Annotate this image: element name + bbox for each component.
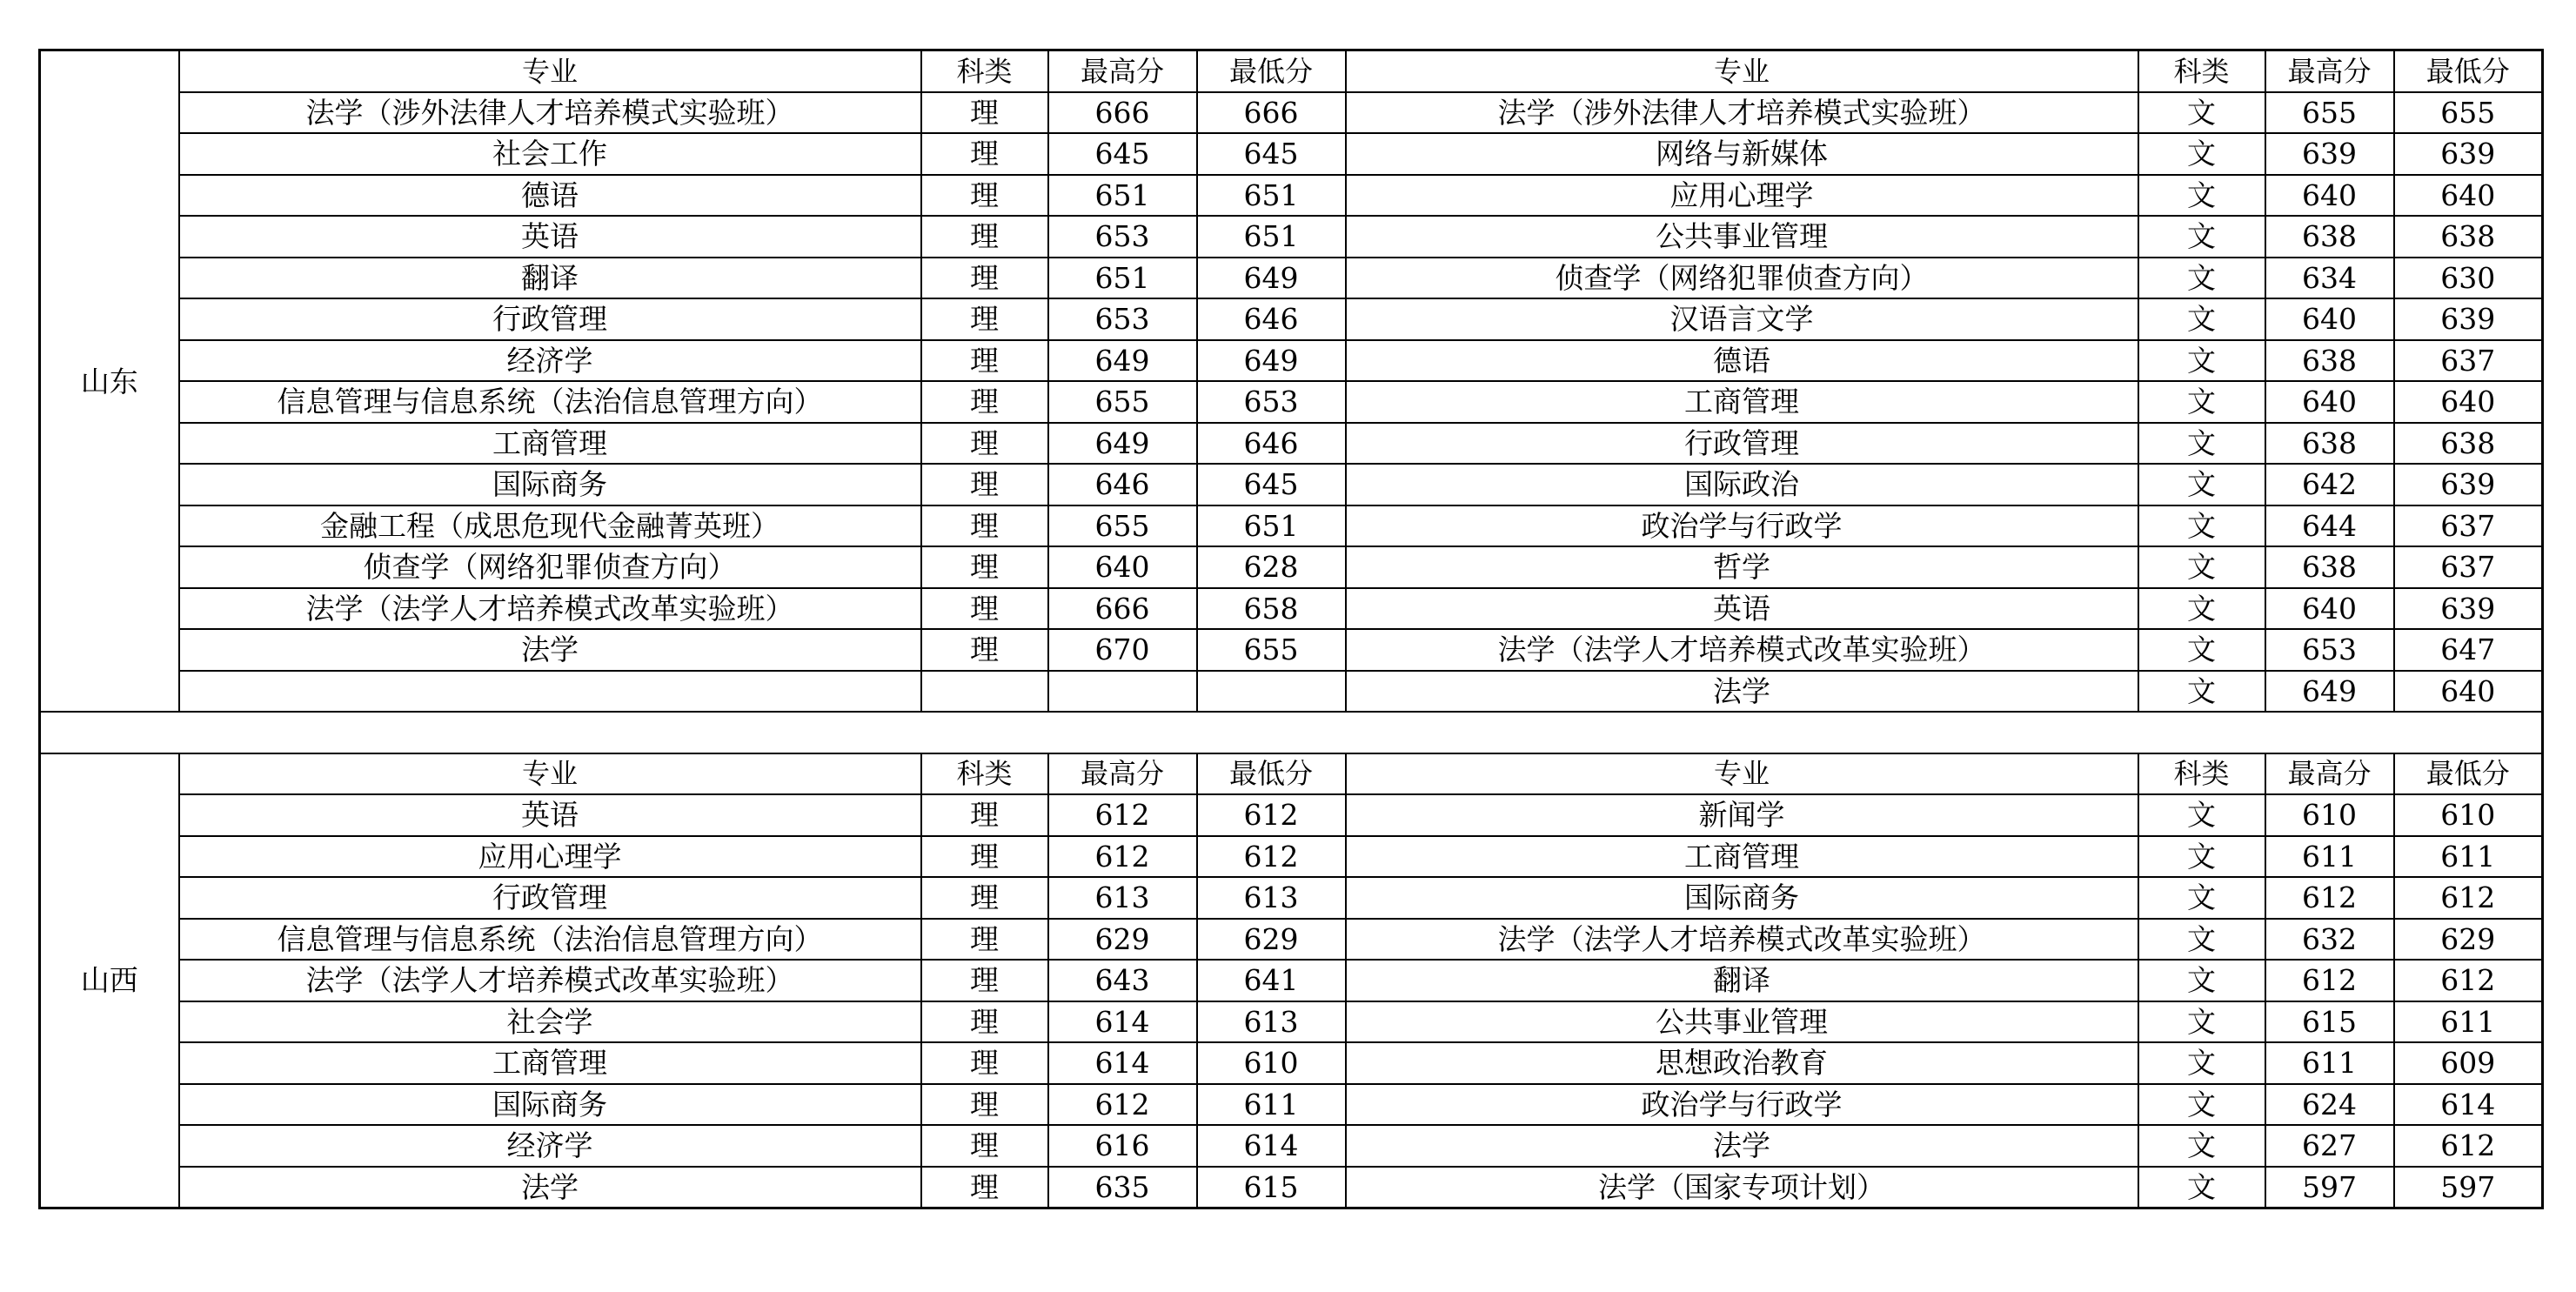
min-score-cell: 637 bbox=[2394, 340, 2543, 382]
category-cell: 理 bbox=[921, 464, 1048, 505]
category-cell: 文 bbox=[2138, 133, 2265, 175]
max-score-cell: 649 bbox=[1048, 423, 1197, 465]
major-cell: 金融工程（成思危现代金融菁英班） bbox=[179, 505, 921, 547]
table-row bbox=[40, 423, 2543, 465]
category-cell: 理 bbox=[921, 1001, 1048, 1043]
major-cell: 政治学与行政学 bbox=[1346, 1084, 2138, 1126]
min-score-cell: 651 bbox=[1197, 505, 1346, 547]
min-score-cell: 639 bbox=[2394, 133, 2543, 175]
major-cell: 法学 bbox=[1346, 671, 2138, 713]
category-cell: 理 bbox=[921, 546, 1048, 588]
major-cell: 德语 bbox=[1346, 340, 2138, 382]
major-cell: 信息管理与信息系统（法治信息管理方向） bbox=[179, 919, 921, 961]
column-header-category: 科类 bbox=[2138, 753, 2265, 795]
major-cell: 法学（法学人才培养模式改革实验班） bbox=[1346, 919, 2138, 961]
table-row bbox=[40, 381, 2543, 423]
column-header-max-score: 最高分 bbox=[2265, 753, 2394, 795]
column-header-category: 科类 bbox=[921, 50, 1048, 92]
min-score-cell: 612 bbox=[1197, 836, 1346, 878]
min-score-cell: 613 bbox=[1197, 877, 1346, 919]
max-score-cell: 653 bbox=[2265, 629, 2394, 671]
major-cell: 汉语言文学 bbox=[1346, 298, 2138, 340]
min-score-cell: 597 bbox=[2394, 1167, 2543, 1208]
category-cell: 理 bbox=[921, 298, 1048, 340]
header-row bbox=[40, 753, 2543, 795]
min-score-cell: 651 bbox=[1197, 216, 1346, 258]
min-score-cell: 615 bbox=[1197, 1167, 1346, 1208]
category-cell: 理 bbox=[921, 381, 1048, 423]
table-row bbox=[40, 960, 2543, 1001]
major-cell: 英语 bbox=[179, 216, 921, 258]
table-row bbox=[40, 133, 2543, 175]
max-score-cell: 638 bbox=[2265, 423, 2394, 465]
min-score-cell: 649 bbox=[1197, 258, 1346, 299]
max-score-cell: 634 bbox=[2265, 258, 2394, 299]
max-score-cell: 640 bbox=[1048, 546, 1197, 588]
table-row bbox=[40, 836, 2543, 878]
category-cell: 文 bbox=[2138, 1167, 2265, 1208]
category-cell: 文 bbox=[2138, 423, 2265, 465]
category-cell: 文 bbox=[2138, 175, 2265, 217]
major-cell: 网络与新媒体 bbox=[1346, 133, 2138, 175]
admission-score-table bbox=[38, 49, 2544, 1209]
column-header-major: 专业 bbox=[1346, 50, 2138, 92]
category-cell: 文 bbox=[2138, 381, 2265, 423]
max-score-cell: 624 bbox=[2265, 1084, 2394, 1126]
table-row bbox=[40, 546, 2543, 588]
min-score-cell: 641 bbox=[1197, 960, 1346, 1001]
category-cell: 文 bbox=[2138, 1001, 2265, 1043]
major-cell: 公共事业管理 bbox=[1346, 1001, 2138, 1043]
max-score-cell: 649 bbox=[1048, 340, 1197, 382]
category-cell: 文 bbox=[2138, 216, 2265, 258]
min-score-cell: 649 bbox=[1197, 340, 1346, 382]
max-score-cell: 643 bbox=[1048, 960, 1197, 1001]
major-cell bbox=[179, 671, 921, 713]
min-score-cell: 658 bbox=[1197, 588, 1346, 630]
min-score-cell: 655 bbox=[1197, 629, 1346, 671]
min-score-cell: 611 bbox=[1197, 1084, 1346, 1126]
major-cell: 工商管理 bbox=[1346, 836, 2138, 878]
spacer-cell bbox=[40, 712, 2543, 753]
major-cell: 国际商务 bbox=[1346, 877, 2138, 919]
category-cell: 理 bbox=[921, 216, 1048, 258]
province-cell: 山东 bbox=[40, 50, 179, 713]
category-cell: 理 bbox=[921, 92, 1048, 134]
table-row bbox=[40, 919, 2543, 961]
min-score-cell: 630 bbox=[2394, 258, 2543, 299]
major-cell: 法学 bbox=[1346, 1125, 2138, 1167]
column-header-max-score: 最高分 bbox=[2265, 50, 2394, 92]
max-score-cell: 638 bbox=[2265, 216, 2394, 258]
header-row bbox=[40, 50, 2543, 92]
category-cell: 文 bbox=[2138, 1084, 2265, 1126]
table-row bbox=[40, 1001, 2543, 1043]
max-score-cell: 655 bbox=[1048, 381, 1197, 423]
major-cell: 信息管理与信息系统（法治信息管理方向） bbox=[179, 381, 921, 423]
max-score-cell: 629 bbox=[1048, 919, 1197, 961]
category-cell: 理 bbox=[921, 629, 1048, 671]
max-score-cell: 666 bbox=[1048, 92, 1197, 134]
table-row bbox=[40, 588, 2543, 630]
category-cell: 文 bbox=[2138, 671, 2265, 713]
min-score-cell: 638 bbox=[2394, 423, 2543, 465]
major-cell: 经济学 bbox=[179, 340, 921, 382]
major-cell: 应用心理学 bbox=[1346, 175, 2138, 217]
table-row bbox=[40, 258, 2543, 299]
max-score-cell: 635 bbox=[1048, 1167, 1197, 1208]
min-score-cell: 610 bbox=[2394, 794, 2543, 836]
table-row bbox=[40, 877, 2543, 919]
max-score-cell: 644 bbox=[2265, 505, 2394, 547]
major-cell: 英语 bbox=[1346, 588, 2138, 630]
category-cell: 文 bbox=[2138, 877, 2265, 919]
min-score-cell: 610 bbox=[1197, 1042, 1346, 1084]
max-score-cell: 640 bbox=[2265, 588, 2394, 630]
table-row bbox=[40, 92, 2543, 134]
category-cell: 理 bbox=[921, 505, 1048, 547]
column-header-max-score: 最高分 bbox=[1048, 753, 1197, 795]
min-score-cell: 614 bbox=[1197, 1125, 1346, 1167]
major-cell: 经济学 bbox=[179, 1125, 921, 1167]
min-score-cell bbox=[1197, 671, 1346, 713]
major-cell: 社会工作 bbox=[179, 133, 921, 175]
max-score-cell: 612 bbox=[1048, 836, 1197, 878]
major-cell: 法学（涉外法律人才培养模式实验班） bbox=[1346, 92, 2138, 134]
min-score-cell: 637 bbox=[2394, 546, 2543, 588]
major-cell: 法学 bbox=[179, 1167, 921, 1208]
min-score-cell: 611 bbox=[2394, 836, 2543, 878]
category-cell: 文 bbox=[2138, 588, 2265, 630]
table-body bbox=[40, 50, 2543, 1208]
major-cell: 法学（法学人才培养模式改革实验班） bbox=[1346, 629, 2138, 671]
major-cell: 行政管理 bbox=[179, 298, 921, 340]
table-row bbox=[40, 671, 2543, 713]
major-cell: 应用心理学 bbox=[179, 836, 921, 878]
max-score-cell: 612 bbox=[2265, 960, 2394, 1001]
major-cell: 翻译 bbox=[1346, 960, 2138, 1001]
major-cell: 哲学 bbox=[1346, 546, 2138, 588]
max-score-cell: 614 bbox=[1048, 1001, 1197, 1043]
major-cell: 思想政治教育 bbox=[1346, 1042, 2138, 1084]
table-row bbox=[40, 505, 2543, 547]
category-cell: 文 bbox=[2138, 794, 2265, 836]
table-row bbox=[40, 1125, 2543, 1167]
category-cell: 文 bbox=[2138, 546, 2265, 588]
category-cell: 文 bbox=[2138, 298, 2265, 340]
category-cell: 文 bbox=[2138, 919, 2265, 961]
category-cell: 理 bbox=[921, 340, 1048, 382]
table-row bbox=[40, 1084, 2543, 1126]
major-cell: 英语 bbox=[179, 794, 921, 836]
category-cell: 理 bbox=[921, 423, 1048, 465]
max-score-cell: 651 bbox=[1048, 175, 1197, 217]
min-score-cell: 645 bbox=[1197, 464, 1346, 505]
category-cell: 理 bbox=[921, 919, 1048, 961]
major-cell: 国际商务 bbox=[179, 464, 921, 505]
category-cell: 理 bbox=[921, 1042, 1048, 1084]
province-cell: 山西 bbox=[40, 753, 179, 1208]
column-header-category: 科类 bbox=[921, 753, 1048, 795]
max-score-cell: 610 bbox=[2265, 794, 2394, 836]
max-score-cell: 653 bbox=[1048, 298, 1197, 340]
min-score-cell: 655 bbox=[2394, 92, 2543, 134]
min-score-cell: 609 bbox=[2394, 1042, 2543, 1084]
category-cell: 文 bbox=[2138, 960, 2265, 1001]
major-cell: 政治学与行政学 bbox=[1346, 505, 2138, 547]
column-header-major: 专业 bbox=[179, 50, 921, 92]
major-cell: 侦查学（网络犯罪侦查方向） bbox=[1346, 258, 2138, 299]
min-score-cell: 612 bbox=[2394, 1125, 2543, 1167]
max-score-cell: 611 bbox=[2265, 1042, 2394, 1084]
min-score-cell: 611 bbox=[2394, 1001, 2543, 1043]
min-score-cell: 640 bbox=[2394, 381, 2543, 423]
table-row bbox=[40, 1042, 2543, 1084]
min-score-cell: 640 bbox=[2394, 175, 2543, 217]
category-cell: 理 bbox=[921, 794, 1048, 836]
category-cell: 理 bbox=[921, 1125, 1048, 1167]
section-spacer-row bbox=[40, 712, 2543, 753]
min-score-cell: 647 bbox=[2394, 629, 2543, 671]
category-cell: 文 bbox=[2138, 505, 2265, 547]
table-row bbox=[40, 175, 2543, 217]
column-header-major: 专业 bbox=[1346, 753, 2138, 795]
major-cell: 国际政治 bbox=[1346, 464, 2138, 505]
table-row bbox=[40, 340, 2543, 382]
max-score-cell: 611 bbox=[2265, 836, 2394, 878]
major-cell: 法学（法学人才培养模式改革实验班） bbox=[179, 588, 921, 630]
max-score-cell: 639 bbox=[2265, 133, 2394, 175]
min-score-cell: 628 bbox=[1197, 546, 1346, 588]
max-score-cell: 640 bbox=[2265, 381, 2394, 423]
major-cell: 工商管理 bbox=[179, 1042, 921, 1084]
max-score-cell: 653 bbox=[1048, 216, 1197, 258]
max-score-cell: 638 bbox=[2265, 340, 2394, 382]
table-row bbox=[40, 794, 2543, 836]
min-score-cell: 651 bbox=[1197, 175, 1346, 217]
min-score-cell: 666 bbox=[1197, 92, 1346, 134]
category-cell: 理 bbox=[921, 1084, 1048, 1126]
major-cell: 行政管理 bbox=[179, 877, 921, 919]
max-score-cell: 642 bbox=[2265, 464, 2394, 505]
max-score-cell: 615 bbox=[2265, 1001, 2394, 1043]
column-header-major: 专业 bbox=[179, 753, 921, 795]
max-score-cell: 646 bbox=[1048, 464, 1197, 505]
min-score-cell: 613 bbox=[1197, 1001, 1346, 1043]
min-score-cell: 639 bbox=[2394, 464, 2543, 505]
min-score-cell: 646 bbox=[1197, 298, 1346, 340]
table-row bbox=[40, 1167, 2543, 1208]
max-score-cell: 632 bbox=[2265, 919, 2394, 961]
table-row bbox=[40, 298, 2543, 340]
min-score-cell: 639 bbox=[2394, 588, 2543, 630]
column-header-category: 科类 bbox=[2138, 50, 2265, 92]
max-score-cell: 616 bbox=[1048, 1125, 1197, 1167]
max-score-cell: 612 bbox=[1048, 794, 1197, 836]
major-cell: 公共事业管理 bbox=[1346, 216, 2138, 258]
column-header-min-score: 最低分 bbox=[2394, 753, 2543, 795]
max-score-cell: 640 bbox=[2265, 175, 2394, 217]
major-cell: 法学（国家专项计划） bbox=[1346, 1167, 2138, 1208]
max-score-cell: 638 bbox=[2265, 546, 2394, 588]
max-score-cell: 655 bbox=[2265, 92, 2394, 134]
min-score-cell: 629 bbox=[1197, 919, 1346, 961]
min-score-cell: 629 bbox=[2394, 919, 2543, 961]
major-cell: 法学 bbox=[179, 629, 921, 671]
max-score-cell: 627 bbox=[2265, 1125, 2394, 1167]
category-cell: 文 bbox=[2138, 1042, 2265, 1084]
column-header-max-score: 最高分 bbox=[1048, 50, 1197, 92]
max-score-cell: 666 bbox=[1048, 588, 1197, 630]
category-cell: 理 bbox=[921, 588, 1048, 630]
major-cell: 新闻学 bbox=[1346, 794, 2138, 836]
category-cell: 理 bbox=[921, 258, 1048, 299]
category-cell: 理 bbox=[921, 836, 1048, 878]
min-score-cell: 614 bbox=[2394, 1084, 2543, 1126]
table-row bbox=[40, 216, 2543, 258]
max-score-cell bbox=[1048, 671, 1197, 713]
category-cell: 文 bbox=[2138, 92, 2265, 134]
category-cell: 文 bbox=[2138, 1125, 2265, 1167]
max-score-cell: 651 bbox=[1048, 258, 1197, 299]
max-score-cell: 640 bbox=[2265, 298, 2394, 340]
category-cell: 理 bbox=[921, 877, 1048, 919]
major-cell: 社会学 bbox=[179, 1001, 921, 1043]
column-header-min-score: 最低分 bbox=[2394, 50, 2543, 92]
min-score-cell: 646 bbox=[1197, 423, 1346, 465]
min-score-cell: 612 bbox=[2394, 960, 2543, 1001]
min-score-cell: 612 bbox=[2394, 877, 2543, 919]
category-cell: 理 bbox=[921, 1167, 1048, 1208]
max-score-cell: 649 bbox=[2265, 671, 2394, 713]
major-cell: 德语 bbox=[179, 175, 921, 217]
major-cell: 国际商务 bbox=[179, 1084, 921, 1126]
min-score-cell: 645 bbox=[1197, 133, 1346, 175]
major-cell: 法学（涉外法律人才培养模式实验班） bbox=[179, 92, 921, 134]
table-row bbox=[40, 629, 2543, 671]
major-cell: 工商管理 bbox=[1346, 381, 2138, 423]
major-cell: 翻译 bbox=[179, 258, 921, 299]
max-score-cell: 612 bbox=[2265, 877, 2394, 919]
column-header-min-score: 最低分 bbox=[1197, 50, 1346, 92]
category-cell: 文 bbox=[2138, 836, 2265, 878]
category-cell: 文 bbox=[2138, 464, 2265, 505]
max-score-cell: 597 bbox=[2265, 1167, 2394, 1208]
category-cell bbox=[921, 671, 1048, 713]
column-header-min-score: 最低分 bbox=[1197, 753, 1346, 795]
category-cell: 文 bbox=[2138, 340, 2265, 382]
max-score-cell: 614 bbox=[1048, 1042, 1197, 1084]
category-cell: 理 bbox=[921, 960, 1048, 1001]
max-score-cell: 612 bbox=[1048, 1084, 1197, 1126]
max-score-cell: 655 bbox=[1048, 505, 1197, 547]
category-cell: 文 bbox=[2138, 258, 2265, 299]
min-score-cell: 638 bbox=[2394, 216, 2543, 258]
max-score-cell: 613 bbox=[1048, 877, 1197, 919]
min-score-cell: 640 bbox=[2394, 671, 2543, 713]
category-cell: 文 bbox=[2138, 629, 2265, 671]
min-score-cell: 653 bbox=[1197, 381, 1346, 423]
major-cell: 行政管理 bbox=[1346, 423, 2138, 465]
major-cell: 侦查学（网络犯罪侦查方向） bbox=[179, 546, 921, 588]
max-score-cell: 645 bbox=[1048, 133, 1197, 175]
major-cell: 法学（法学人才培养模式改革实验班） bbox=[179, 960, 921, 1001]
max-score-cell: 670 bbox=[1048, 629, 1197, 671]
category-cell: 理 bbox=[921, 133, 1048, 175]
category-cell: 理 bbox=[921, 175, 1048, 217]
min-score-cell: 637 bbox=[2394, 505, 2543, 547]
min-score-cell: 639 bbox=[2394, 298, 2543, 340]
min-score-cell: 612 bbox=[1197, 794, 1346, 836]
major-cell: 工商管理 bbox=[179, 423, 921, 465]
table-row bbox=[40, 464, 2543, 505]
